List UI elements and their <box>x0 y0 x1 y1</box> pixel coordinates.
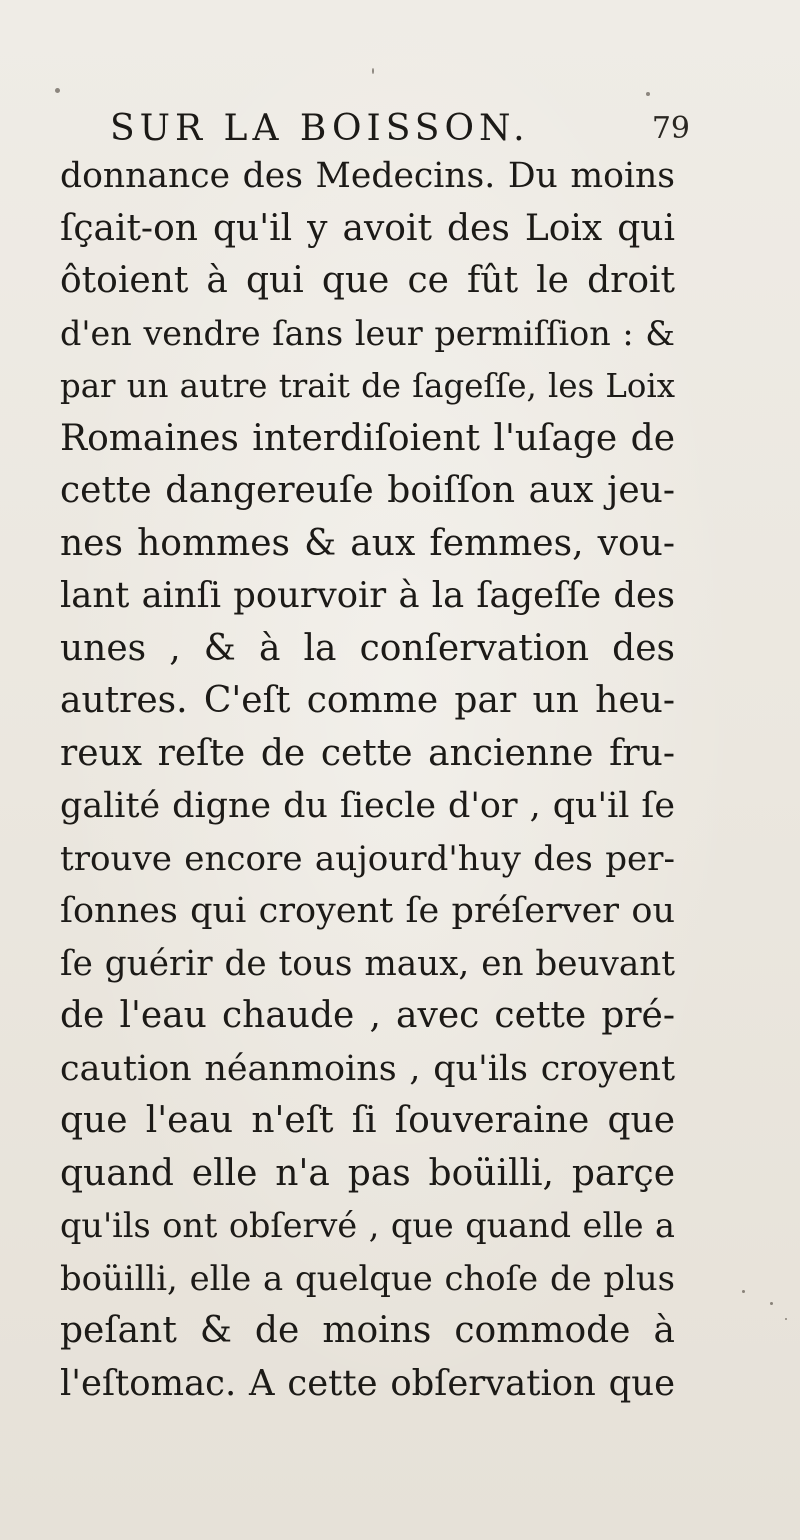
text-line: l'eſtomac. A cette obſervation que <box>60 1362 675 1404</box>
paper-speck <box>742 1290 745 1293</box>
text-line: lant ainſi pourvoir à la ſageſſe des <box>60 575 675 616</box>
paper-speck <box>770 1302 773 1305</box>
text-line: ſonnes qui croyent ſe préſerver ou <box>60 891 675 931</box>
text-line: autres. C'eſt comme par un heu- <box>60 680 675 721</box>
text-line: quand elle n'a pas boüilli, parçe <box>60 1152 675 1194</box>
text-line: galité digne du ſiecle d'or , qu'il ſe <box>60 786 675 826</box>
text-line: par un autre trait de ſageſſe, les Loix <box>60 367 675 405</box>
text-line: reux reſte de cette ancienne fru- <box>60 732 675 774</box>
text-line: unes , & à la conſervation des <box>60 627 675 669</box>
text-line: ôtoient à qui que ce fût le droit <box>60 260 675 301</box>
text-line: ſe guérir de tous maux, en beuvant <box>60 943 675 984</box>
text-line: trouve encore aujourd'huy des per- <box>60 838 675 879</box>
text-line: caution néanmoins , qu'ils croyent <box>60 1048 675 1089</box>
text-line: qu'ils ont obſervé , que quand elle a <box>60 1206 675 1245</box>
text-line: nes hommes & aux femmes, vou- <box>60 522 675 564</box>
paper-speck <box>646 92 650 96</box>
running-header <box>60 104 690 154</box>
running-title: SUR LA BOISSON. <box>110 108 530 149</box>
text-line: donnance des Medecins. Du moins <box>60 156 675 196</box>
text-line: de l'eau chaude , avec cette pré- <box>60 995 675 1036</box>
paper-speck <box>55 88 60 93</box>
text-line: peſant & de moins commode à <box>60 1310 675 1351</box>
paper-speck <box>372 68 374 74</box>
text-line: Romaines interdiſoient l'uſage de <box>60 417 675 459</box>
page-number: 79 <box>651 111 690 146</box>
text-line: que l'eau n'eſt ſi ſouveraine que <box>60 1100 675 1141</box>
paper-speck <box>785 1318 787 1320</box>
body-text <box>60 150 675 1410</box>
text-line: boüilli, elle a quelque choſe de plus <box>60 1258 675 1298</box>
text-line: cette dangereuſe boiſſon aux jeu- <box>60 470 675 511</box>
text-line: d'en vendre ſans leur permiſſion : & <box>60 313 675 353</box>
text-line: ſçait-on qu'il y avoit des Loix qui <box>60 207 675 249</box>
